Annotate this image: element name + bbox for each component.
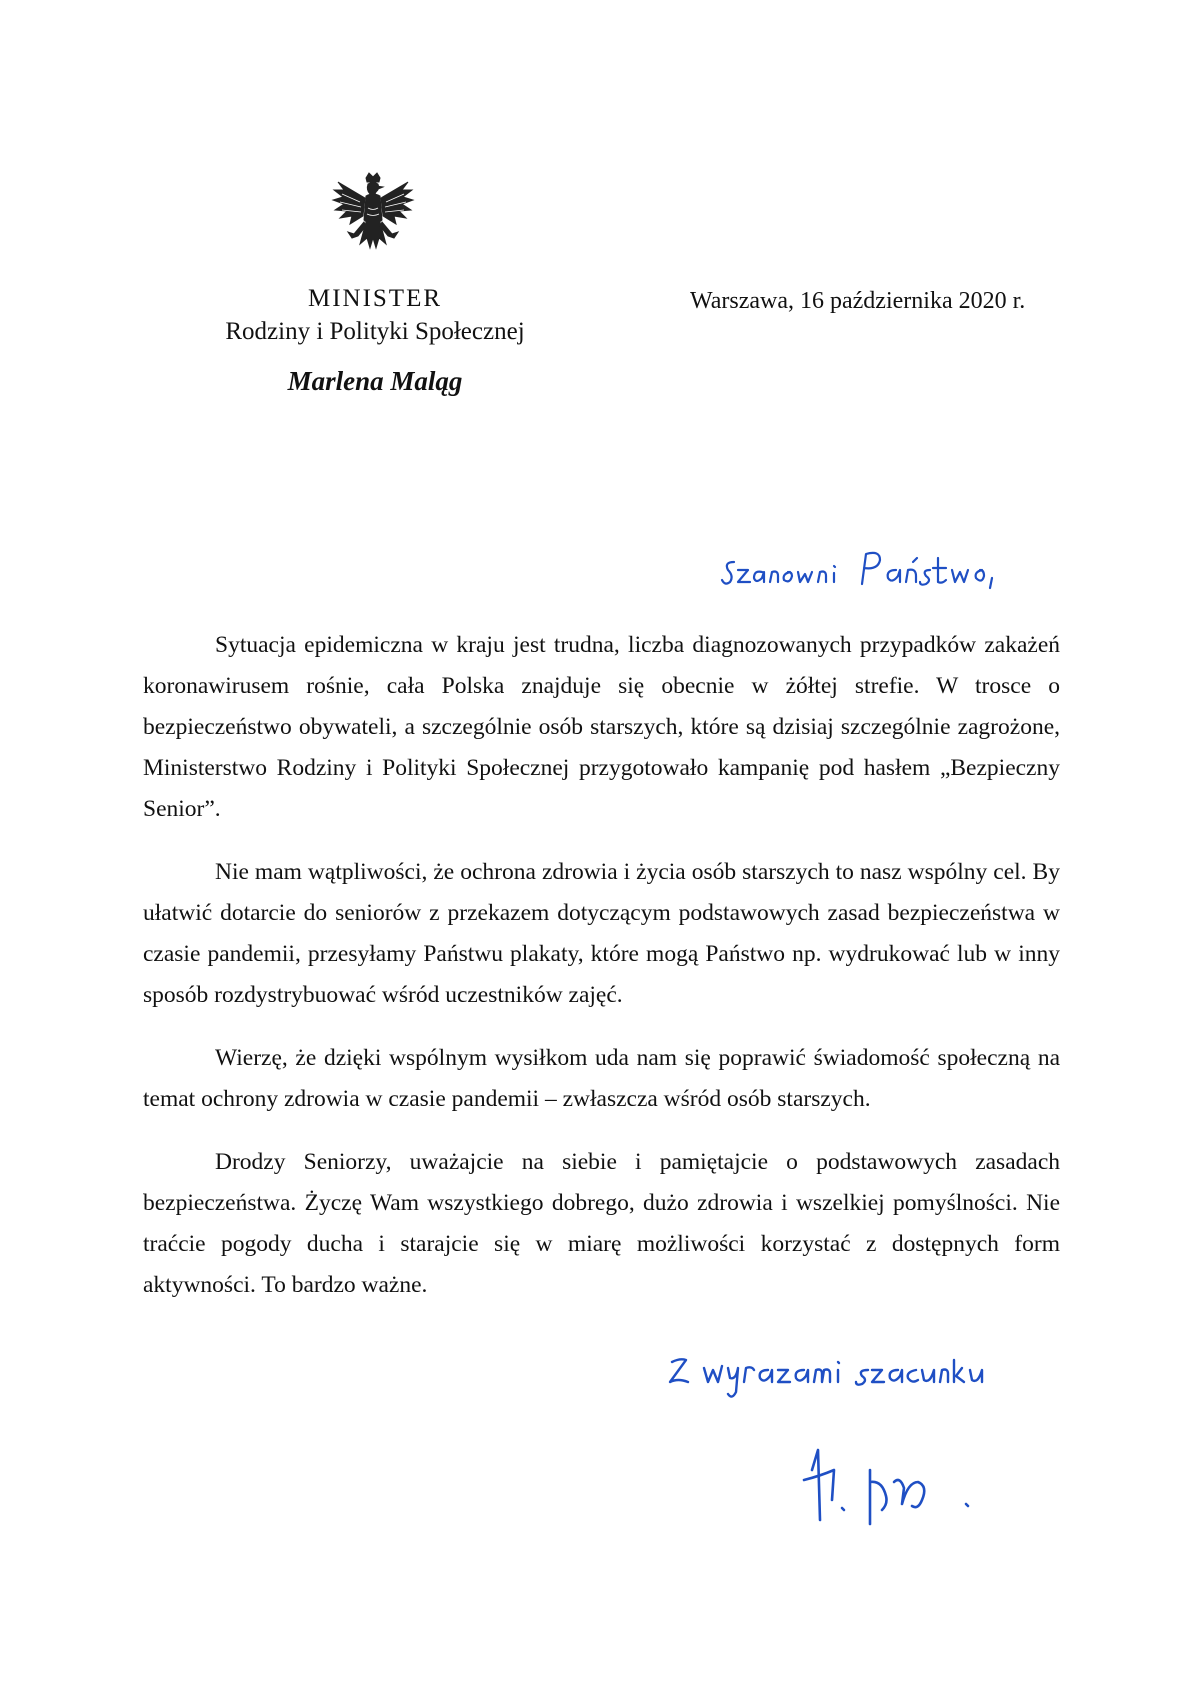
- paragraph: Nie mam wątpliwości, że ochrona zdrowia i życia osób starszych to nasz wspólny cel. By ułatwić dotarcie do seniorów z przekazem dotyczącym podstawowych zasad bezpieczeństwa w czasie pandemii, przesyłamy Państwu plakaty, które mogą Państwo np. wydrukować lub w inny sposób rozdystrybuować wśród uczestników zajęć.: [143, 859, 1060, 1008]
- paragraph: Wierzę, że dzięki wspólnym wysiłkom uda nam się poprawić świadomość społeczną na temat ochrony zdrowia w czasie pandemii – zwłaszcza wśród osób starszych.: [143, 1045, 1060, 1112]
- eagle-emblem-icon: [330, 172, 416, 268]
- letter-body: [143, 625, 1060, 1328]
- signature: [790, 1400, 990, 1540]
- paragraph: Sytuacja epidemiczna w kraju jest trudna, liczba diagnozowanych przypadków zakażeń koronawirusem rośnie, cała Polska znajduje się obecnie w żółtej strefie. W trosce o bezpieczeństwo obywateli, a szczególnie osób starszych, które są dzisiaj szczególnie zagrożone, Ministerstwo Rodziny i Polityki Społecznej przygotowało kampanię pod hasłem „Bezpieczny Senior”.: [143, 632, 1060, 822]
- handwritten-salutation: [720, 540, 1080, 610]
- paragraph: Drodzy Seniorzy, uważajcie na siebie i pamiętajcie o podstawowych zasadach bezpieczeństwa. Życzę Wam wszystkiego dobrego, dużo zdrowia i wszelkiej pomyślności. Nie traćcie pogody ducha i starajcie się w miarę możliwości korzystać z dostępnych form aktywności. To bardzo ważne.: [143, 1149, 1060, 1298]
- letterhead: [165, 283, 585, 399]
- letterhead-title: MINISTER: [307, 285, 443, 312]
- date-line: Warszawa, 16 października 2020 r.: [690, 288, 1026, 314]
- letterhead-name: Marlena Maląg: [287, 366, 463, 396]
- letterhead-ministry: Rodziny i Polityki Społecznej: [225, 318, 525, 345]
